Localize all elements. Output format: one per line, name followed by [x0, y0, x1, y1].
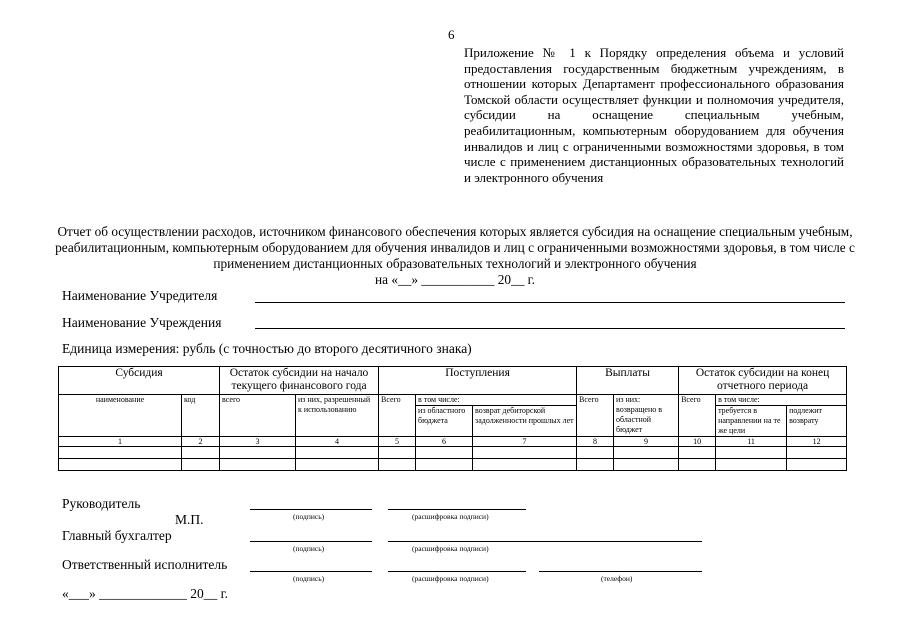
- subheader-row: [59, 395, 847, 406]
- table-cell[interactable]: [614, 447, 679, 459]
- page-number: 6: [448, 27, 455, 42]
- table-cell[interactable]: [473, 459, 577, 471]
- sub-returned-label: возвращено в областной бюджет: [616, 405, 663, 434]
- head-signature-line[interactable]: [250, 509, 372, 510]
- accountant-signature-caption: (подпись): [293, 544, 325, 553]
- col-num: 11: [716, 437, 787, 447]
- institution-field[interactable]: [255, 328, 845, 329]
- table-cell[interactable]: [182, 447, 220, 459]
- col-num: 2: [182, 437, 220, 447]
- sub-total-start: всего: [220, 395, 296, 437]
- table-cell[interactable]: [416, 447, 473, 459]
- table-cell[interactable]: [379, 459, 416, 471]
- table-cell[interactable]: [716, 447, 787, 459]
- col-num: 10: [679, 437, 716, 447]
- table-cell[interactable]: [220, 459, 296, 471]
- table-row: [59, 447, 847, 459]
- head-label: Руководитель: [62, 496, 141, 511]
- appendix-text: Приложение № 1 к Порядку определения объема и условий предоставления государственным бюджетным учреждениям, в отношении которых Департамент профессионального образования Томской области осуществляет функции и полномочия учредителя, субсидии на оснащение специальным учебным, реабилитационным, компьютерным оборудованием для обучения инвалидов и лиц с ограниченными возможностями здоровья, в том числе с применением дистанционных образовательных технологий и электронного обучения: [464, 45, 844, 185]
- table-cell[interactable]: [577, 459, 614, 471]
- column-numbers-row: [59, 437, 847, 447]
- sub-including-receipts: в том числе:: [416, 395, 577, 406]
- header-balance-end: Остаток субсидии на конец отчетного периода: [679, 367, 847, 395]
- report-table: [58, 366, 847, 471]
- table-cell[interactable]: [716, 459, 787, 471]
- executor-phone-caption: (телефон): [601, 574, 633, 583]
- head-decryption-line[interactable]: [388, 509, 526, 510]
- sub-total-payments: Всего: [577, 395, 614, 437]
- executor-signature-caption: (подпись): [293, 574, 325, 583]
- sub-name: наименование: [59, 395, 182, 437]
- col-num: 4: [296, 437, 379, 447]
- chief-accountant-label: Главный бухгалтер: [62, 528, 172, 543]
- sub-allowed: из них, разрешенный к использованию: [296, 395, 379, 437]
- col-num: 1: [59, 437, 182, 447]
- executor-decryption-caption: (расшифровка подписи): [412, 574, 489, 583]
- sub-regional-budget: из областного бюджета: [416, 406, 473, 437]
- unit-label: Единица измерения: рубль (с точностью до второго десятичного знака): [62, 341, 472, 356]
- accountant-signature-line[interactable]: [250, 541, 372, 542]
- head-signature-caption: (подпись): [293, 512, 325, 521]
- table-cell[interactable]: [59, 459, 182, 471]
- table-cell[interactable]: [787, 459, 847, 471]
- table-cell[interactable]: [182, 459, 220, 471]
- accountant-decryption-caption: (расшифровка подписи): [412, 544, 489, 553]
- executor-decryption-line[interactable]: [388, 571, 526, 572]
- table-cell[interactable]: [416, 459, 473, 471]
- table-cell[interactable]: [473, 447, 577, 459]
- header-subsidy: Субсидия: [59, 367, 220, 395]
- stamp-label: М.П.: [175, 512, 204, 527]
- header-row: [59, 367, 847, 395]
- table-cell[interactable]: [614, 459, 679, 471]
- header-balance-start: Остаток субсидии на начало текущего финансового года: [220, 367, 379, 395]
- header-payments: Выплаты: [577, 367, 679, 395]
- report-title: [55, 224, 855, 288]
- table-row: [59, 459, 847, 471]
- report-title-text: Отчет об осуществлении расходов, источником финансового обеспечения которых является субсидия на оснащение специальным учебным, реабилитационным, компьютерным оборудованием для обучения инвалидов и лиц с ограниченными возможностями здоровья, в том числе с применением дистанционных образовательных технологий и электронного обучения: [55, 224, 855, 271]
- table-cell[interactable]: [679, 447, 716, 459]
- col-num: 6: [416, 437, 473, 447]
- col-num: 8: [577, 437, 614, 447]
- table-cell[interactable]: [296, 447, 379, 459]
- executor-signature-line[interactable]: [250, 571, 372, 572]
- header-receipts: Поступления: [379, 367, 577, 395]
- col-num: 7: [473, 437, 577, 447]
- table-cell[interactable]: [220, 447, 296, 459]
- table-cell[interactable]: [59, 447, 182, 459]
- col-num: 3: [220, 437, 296, 447]
- sub-debt-return: возврат дебиторской задолженности прошлых лет: [473, 406, 577, 437]
- sub-total-receipts: Всего: [379, 395, 416, 437]
- bottom-date: «___» _____________ 20__ г.: [62, 586, 229, 601]
- col-num: 5: [379, 437, 416, 447]
- col-num: 12: [787, 437, 847, 447]
- sub-to-return: подлежит возврату: [787, 406, 847, 437]
- executor-label: Ответственный исполнитель: [62, 557, 228, 572]
- sub-required-same: требуется в направлении на те же цели: [716, 406, 787, 437]
- founder-label: Наименование Учредителя: [62, 288, 218, 303]
- sub-total-end: Всего: [679, 395, 716, 437]
- executor-phone-line[interactable]: [539, 571, 702, 572]
- table-cell[interactable]: [787, 447, 847, 459]
- sub-including-end: в том числе:: [716, 395, 847, 406]
- report-date-line: на «__» ___________ 20__ г.: [375, 272, 535, 287]
- table-cell[interactable]: [679, 459, 716, 471]
- table-cell[interactable]: [296, 459, 379, 471]
- institution-label: Наименование Учреждения: [62, 315, 222, 330]
- sub-code: код: [182, 395, 220, 437]
- table-cell[interactable]: [577, 447, 614, 459]
- founder-field[interactable]: [255, 302, 845, 303]
- accountant-decryption-line[interactable]: [388, 541, 702, 542]
- sub-of-them-returned: [614, 395, 679, 437]
- col-num: 9: [614, 437, 679, 447]
- sub-of-them-label: из них:: [616, 395, 641, 404]
- head-decryption-caption: (расшифровка подписи): [412, 512, 489, 521]
- table-cell[interactable]: [379, 447, 416, 459]
